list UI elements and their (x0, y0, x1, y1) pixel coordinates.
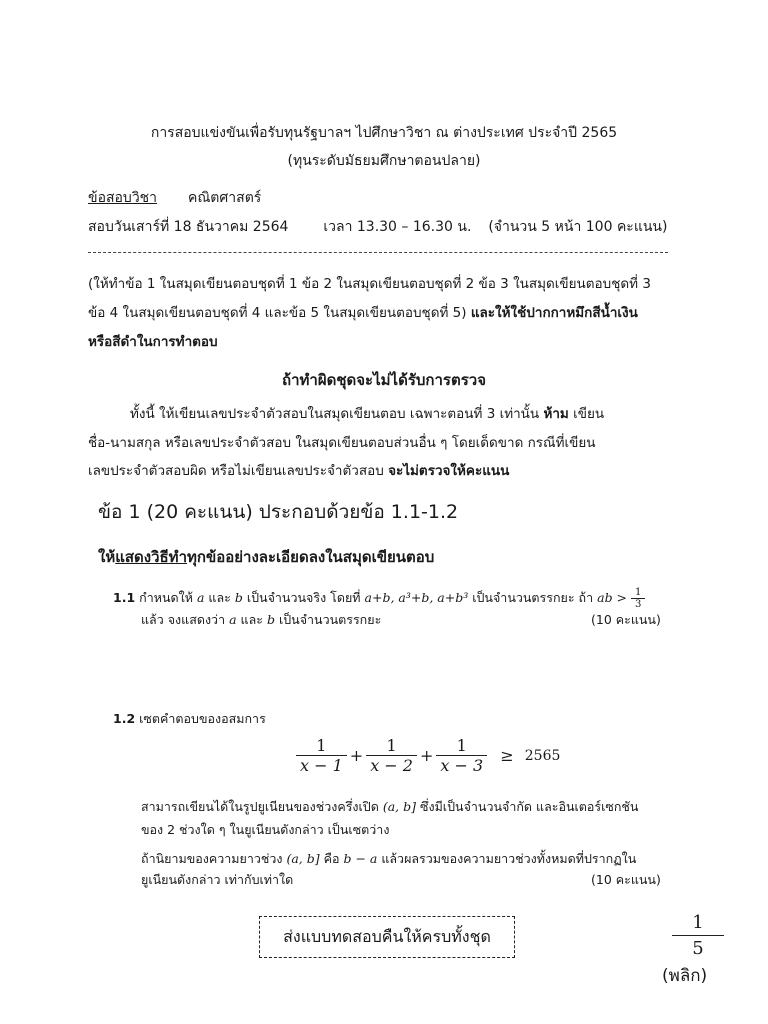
length-def-text: ถ้านิยามของความยาวช่วง (141, 851, 283, 866)
fraction-1-den: x − 1 (300, 756, 343, 775)
greater-equal-sign: ≥ (500, 746, 514, 765)
question-1-1-conclusion: เป็นจำนวนตรรกยะ (278, 612, 382, 627)
return-notice-box (259, 916, 515, 958)
var-a: a (196, 590, 205, 605)
subject-name: คณิตศาสตร์ (187, 190, 262, 206)
question-1-2-para-2-line-1 (141, 849, 636, 869)
exam-subtitle: (ทุนระดับมัธยมศึกษาตอนปลาย) (287, 153, 481, 169)
page-total: 5 (692, 938, 704, 959)
question-1-1-expressions: a+b, a³+b, a+b³ (364, 590, 469, 605)
var-a-2: a (229, 612, 237, 627)
flip-label: (พลิก) (662, 966, 708, 986)
question-1-2-para-2-line-2: ยูเนียนดังกล่าว เท่ากับเท่าใด (141, 872, 294, 887)
fraction-3-den: x − 3 (440, 756, 484, 775)
id-instruction-write: เขียน (573, 406, 605, 422)
sum-text: แล้วผลรวมของความยาวช่วงทั้งหมดที่ปรากฏใน (381, 851, 637, 866)
fraction-2-den: x − 2 (370, 756, 413, 775)
question-1-1-given: กำหนดให้ (139, 590, 193, 605)
question-1-2 (113, 709, 266, 729)
question-1-1 (113, 587, 645, 610)
subject-row (88, 187, 261, 209)
and-word: และ (208, 590, 231, 605)
question-1-2-intro: เซตคำตอบของอสมการ (139, 711, 266, 726)
instruction-line-2 (88, 301, 638, 323)
instruction-line-3: หรือสีดำในการทำตอบ (88, 334, 218, 350)
page-indicator (672, 912, 724, 959)
fraction-1 (296, 736, 347, 775)
question-1-1-points: (10 คะแนน) (591, 612, 661, 627)
question-1-1-line-2 (141, 610, 381, 630)
instruction-line-1: (ให้ทำข้อ 1 ในสมุดเขียนตอบชุดที่ 1 ข้อ 2 ในสมุดเขียนตอบชุดที่ 2 ข้อ 3 ในสมุดเขียนตอบชุดที่ 3 (88, 276, 651, 292)
union-text: สามารถเขียนได้ในรูปยูเนียนของช่วงครึ่งเปิด (141, 799, 379, 814)
fraction-3 (436, 736, 487, 775)
directive-rest: ทุกข้ออย่างละเอียดลงในสมุดเขียนตอบ (187, 548, 435, 566)
subject-label: ข้อสอบวิชา (88, 190, 158, 206)
date-row (88, 216, 667, 238)
plus-sign-1: + (349, 746, 364, 765)
directive-prefix: ให้ (98, 548, 116, 566)
one-third-fraction (631, 587, 645, 610)
fraction-3-num: 1 (436, 736, 487, 756)
question-1-1-condition: ab > (597, 590, 628, 605)
wrong-set-warning: ถ้าทำผิดชุดจะไม่ได้รับการตรวจ (282, 371, 486, 389)
exam-date: สอบวันเสาร์ที่ 18 ธันวาคม 2564 (88, 219, 289, 235)
inequality-equation (296, 736, 563, 775)
id-instruction-no-score: จะไม่ตรวจให้คะแนน (388, 463, 510, 479)
half-open-interval: (a, b] (382, 799, 416, 814)
is-word: คือ (323, 851, 340, 866)
exam-title: การสอบแข่งขันเพื่อรับทุนรัฐบาลฯ ไปศึกษาวิชา ณ ต่างประเทศ ประจำปี 2565 (150, 125, 618, 141)
and-word-2: และ (240, 612, 263, 627)
id-instruction-line-2: ชื่อ-นามสกุล หรือเลขประจำตัวสอบ ในสมุดเขียนตอบส่วนอื่น ๆ โดยเด็ดขาด กรณีที่เขียน (88, 435, 596, 451)
return-notice: ส่งแบบทดสอบคืนให้ครบทั้งชุด (283, 927, 491, 946)
question-1-2-para-1-line-2: ของ 2 ช่วงใด ๆ ในยูเนียนดังกล่าว เป็นเซตว่าง (141, 822, 390, 837)
question-1-heading: ข้อ 1 (20 คะแนน) ประกอบด้วยข้อ 1.1-1.2 (98, 501, 459, 523)
question-1-1-real: เป็นจำนวนจริง โดยที่ (246, 590, 361, 605)
instruction-pen-color: และให้ใช้ปากกาหมึกสีน้ำเงิน (470, 305, 638, 321)
half-open-interval-2: (a, b] (286, 851, 320, 866)
directive-show-work: แสดงวิธีทำ (115, 548, 187, 566)
id-instruction-line-1 (130, 402, 604, 424)
question-1-2-number: 1.2 (113, 711, 136, 726)
id-instruction-wrong: เลขประจำตัวสอบผิด หรือไม่เขียนเลขประจำตัวสอบ (88, 463, 384, 479)
question-1-2-points: (10 คะแนน) (591, 872, 661, 887)
var-b-2: b (266, 612, 275, 627)
finite-text: ซึ่งมีเป็นจำนวนจำกัด และอินเตอร์เซกชัน (419, 799, 639, 814)
id-instruction-text: ทั้งนี้ ให้เขียนเลขประจำตัวสอบในสมุดเขียนตอบ เฉพาะตอนที่ 3 เท่านั้น (130, 406, 540, 422)
fraction-2-num: 1 (366, 736, 417, 756)
fraction-2 (366, 736, 417, 775)
question-1-directive (98, 545, 434, 569)
instruction-line-2-text: ข้อ 4 ในสมุดเขียนตอบชุดที่ 4 และข้อ 5 ในสมุดเขียนตอบชุดที่ 5) (88, 305, 467, 321)
fraction-1-num: 1 (296, 736, 347, 756)
plus-sign-2: + (419, 746, 434, 765)
question-1-1-rational: เป็นจำนวนตรรกยะ ถ้า (472, 590, 594, 605)
page-current: 1 (672, 912, 724, 936)
fraction-denominator: 3 (635, 599, 642, 610)
question-1-1-number: 1.1 (113, 590, 136, 605)
question-1-2-para-1-line-1 (141, 797, 638, 817)
id-instruction-forbid: ห้าม (543, 406, 569, 422)
var-b: b (234, 590, 243, 605)
exam-time: เวลา 13.30 – 16.30 น. (323, 219, 472, 235)
length-expression: b − a (343, 851, 378, 866)
dashed-divider (88, 252, 668, 253)
id-instruction-line-3 (88, 459, 509, 481)
inequality-rhs: 2565 (524, 747, 561, 764)
fraction-numerator: 1 (631, 587, 645, 599)
exam-count: (จำนวน 5 หน้า 100 คะแนน) (488, 219, 668, 235)
question-1-1-show: แล้ว จงแสดงว่า (141, 612, 226, 627)
